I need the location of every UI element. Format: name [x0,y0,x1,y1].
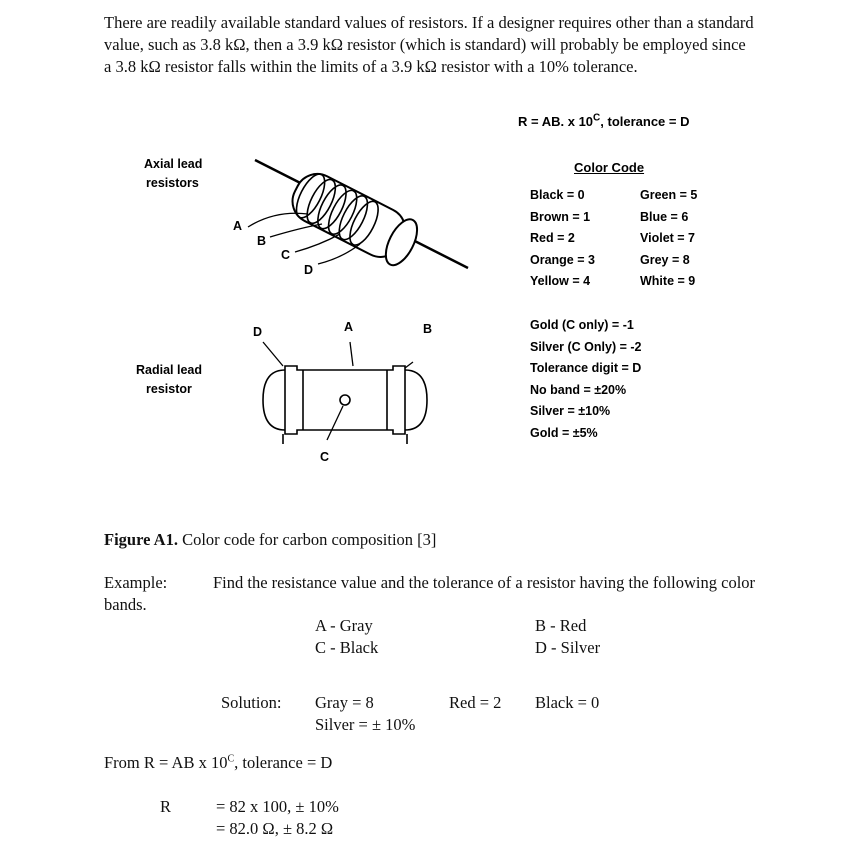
formula-line [104,753,332,773]
radial-arrow-c [327,406,343,440]
color-green: Green = 5 [640,188,698,202]
extra-gold-multiplier: Gold (C only) = -1 [530,318,634,332]
formula-line-prefix: From R = AB x 10 [104,753,228,772]
band-a-value: A - Gray [315,616,373,635]
formula-line-suffix: , tolerance = D [234,753,333,772]
color-code-right-column [640,185,697,293]
color-white: White = 9 [640,274,696,288]
solution-label: Solution: [221,693,282,712]
solution-gray: Gray = 8 [315,693,374,712]
result-line-1: = 82 x 100, ± 10% [216,797,339,816]
formula-exponent: C [593,112,601,124]
extra-tolerance-digit: Tolerance digit = D [530,361,642,375]
intro-line-3: a 3.8 kΩ resistor falls within the limits of a 3.9 kΩ resistor with a 10% tolerance. [104,57,638,76]
intro-line-2: value, such as 3.8 kΩ, then a 3.9 kΩ resistor (which is standard) will probably be employed since [104,35,746,54]
axial-lead-label-1: Axial lead [144,157,203,171]
radial-arrow-a [350,342,353,366]
radial-band-d: D [253,325,263,339]
axial-band-c: C [281,248,291,262]
color-orange: Orange = 3 [530,252,595,267]
solution-red: Red = 2 [449,693,502,712]
axial-band-a: A [233,219,243,233]
color-brown: Brown = 1 [530,209,591,224]
example-text: Find the resistance value and the tolerance of a resistor having the following color [213,573,756,592]
band-b-value: B - Red [535,616,587,635]
intro-line-1: There are readily available standard values of resistors. If a designer requires other than a standard [104,13,754,32]
radial-arrow-d [263,342,283,366]
color-red: Red = 2 [530,231,575,245]
figure-caption-text: Color code for carbon composition [3] [177,530,437,549]
band-d-value: D - Silver [535,638,601,657]
radial-band-c: C [320,450,330,464]
formula-heading [518,114,690,129]
figure-caption-label: Figure A1. [104,530,178,549]
radial-resistor-body [263,366,427,444]
color-grey: Grey = 8 [640,252,690,267]
axial-band-d: D [304,263,314,277]
color-violet: Violet = 7 [640,231,696,245]
radial-lead-label-2: resistor [146,382,192,396]
result-line-2: = 82.0 Ω, ± 8.2 Ω [216,819,334,838]
radial-band-a: A [344,320,354,334]
figure-caption [104,530,436,550]
color-code-title: Color Code [574,160,645,175]
extra-no-band: No band = ±20% [530,382,627,397]
extra-silver-tolerance: Silver = ±10% [530,404,611,418]
example-label: Example: [104,573,168,592]
axial-resistor-diagram [220,150,480,280]
axial-lead-label-2: resistors [146,176,199,190]
axial-arrow-b [270,224,322,237]
color-code-extras [530,315,642,444]
solution-silver: Silver = ± 10% [315,715,416,734]
axial-arrow-c [295,234,340,252]
solution-black: Black = 0 [535,693,600,712]
intro-paragraph [104,12,844,78]
axial-band-b: B [257,234,267,248]
radial-arrow-b [405,362,413,368]
radial-band-b: B [423,322,433,336]
color-blue: Blue = 6 [640,209,689,224]
extra-silver-multiplier: Silver (C Only) = -2 [530,339,642,354]
band-c-value: C - Black [315,638,379,657]
result-label: R [160,797,172,816]
formula-text: R = AB. x 10 [518,114,594,129]
extra-gold-tolerance: Gold = ±5% [530,425,598,440]
formula-line-exponent: C [227,753,235,765]
formula-tolerance: , tolerance = D [600,114,690,129]
color-code-left-column [530,185,595,293]
example-text-continued: bands. [104,595,147,614]
radial-resistor-diagram [255,330,435,450]
axial-resistor-body [285,166,424,270]
color-yellow: Yellow = 4 [530,274,591,288]
color-black: Black = 0 [530,188,585,202]
radial-lead-label-1: Radial lead [136,363,202,377]
